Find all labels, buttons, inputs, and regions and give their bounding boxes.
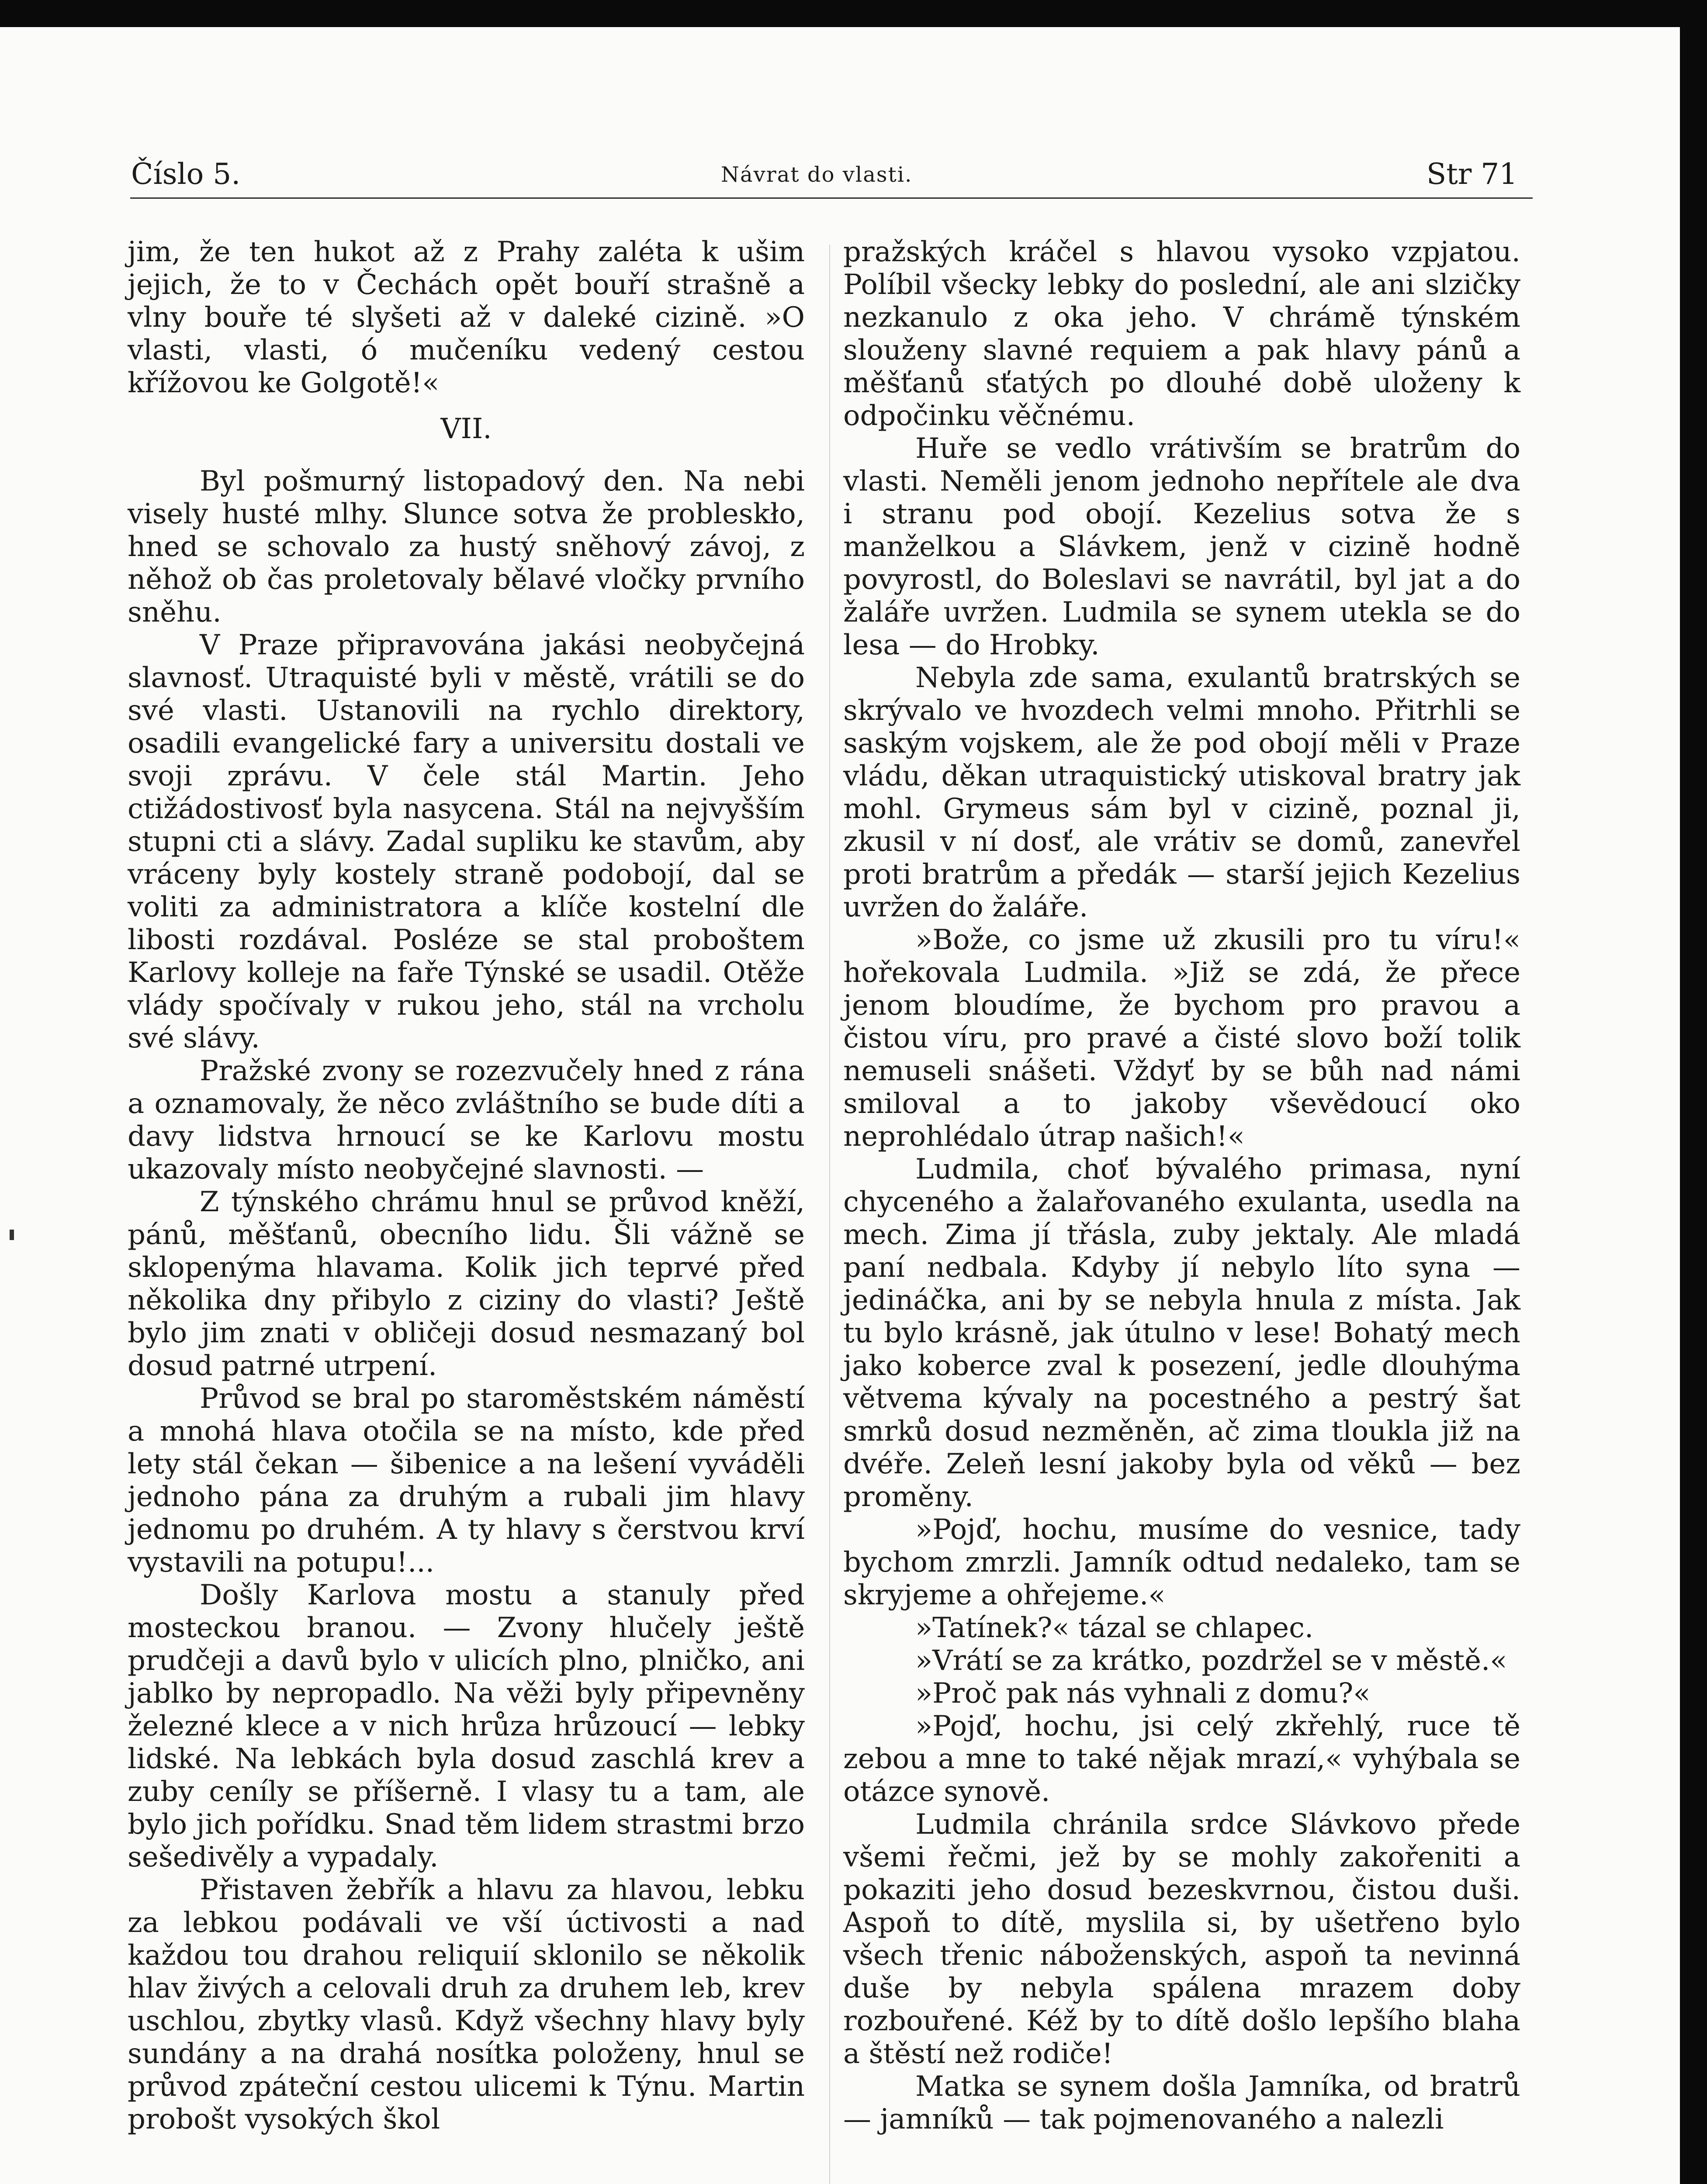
paragraph: »Bože, co jsme už zkusili pro tu víru!« hořekovala Ludmila. »Již se zdá, že přece jenom bloudíme, že bychom pro pravou a čistou víru, pro pravé a čisté slovo boží tolik nemuseli snášeti. Vždyť by se bůh nad námi smiloval a to jakoby vševědoucí oko neprohlédalo útrap našich!« bbox=[843, 924, 1520, 1153]
paragraph: »Vrátí se za krátko, pozdržel se v městě.« bbox=[915, 1645, 1507, 1677]
header-rule bbox=[130, 197, 1533, 199]
column-divider bbox=[829, 245, 830, 2184]
paragraph: »Proč pak nás vyhnali z domu?« bbox=[915, 1677, 1371, 1710]
paragraph: »Pojď, hochu, jsi celý zkřehlý, ruce tě zebou a mne to také nějak mrazí,« vyhýbala se otázce synově. bbox=[843, 1710, 1520, 1808]
left-column bbox=[128, 236, 805, 2136]
scan-border-right bbox=[1680, 0, 1707, 2184]
right-column bbox=[843, 236, 1520, 2136]
paragraph: »Pojď, hochu, musíme do vesnice, tady bychom zmrzli. Jamník odtud nedaleko, tam se skryjeme a ohřejeme.« bbox=[843, 1514, 1520, 1611]
paragraph: Byl pošmurný listopadový den. Na nebi visely husté mlhy. Slunce sotva že probleskło, hned se schovalo za hustý sněhový závoj, z něhož ob čas proletovaly bělavé vločky prvního sněhu. bbox=[128, 465, 805, 629]
paragraph: Pražské zvony se rozezvučely hned z rána a oznamovaly, že něco zvláštního se bude díti a davy lidstva hrnoucí se ke Karlovu mostu ukazovaly místo neobyčejné slavnosti. — bbox=[128, 1055, 805, 1185]
paragraph: Průvod se bral po staroměstském náměstí a mnohá hlava otočila se na místo, kde před lety stál čekan — šibenice a na lešení vyváděli jednoho pána za druhým a rubali jim hlavy jednomu po druhém. A ty hlavy s čerstvou krví vystavili na potupu!... bbox=[128, 1382, 805, 1579]
paragraph: Z týnského chrámu hnul se průvod kněží, pánů, měšťanů, obecního lidu. Šli vážně se sklopenýma hlavama. Kolik jich teprvé před několika dny přibylo z ciziny do vlasti? Ještě bylo jim znati v obličeji dosud nesmazaný bol dosud patrné utrpení. bbox=[128, 1186, 805, 1382]
issue-number: Číslo 5. bbox=[131, 157, 241, 191]
margin-mark bbox=[10, 1230, 14, 1240]
paragraph: V Praze připravována jakási neobyčejná slavnosť. Utraquisté byli v městě, vrátili se do své vlasti. Ustanovili na rychlo direktory, osadili evangelické fary a universitu dostali ve svoji zprávu. V čele stál Martin. Jeho ctižádostivosť byla nasycena. Stál na nejvyšším stupni cti a slávy. Zadal supliku ke stavům, aby vráceny byly kostely straně podobojí, dal se voliti za administratora a klíče kostelní dle libosti rozdával. Posléze se stal proboštem Karlovy kolleje na faře Týnské se usadil. Otěže vlády spočívaly v rukou jeho, stál na vrcholu své slávy. bbox=[128, 629, 805, 1054]
running-title: Návrat do vlasti. bbox=[721, 162, 913, 187]
paragraph: Ludmila, choť bývalého primasa, nyní chyceného a žalařovaného exulanta, usedla na mech. Zima jí třásla, zuby jektaly. Ale mladá paní nedbala. Kdyby jí nebylo líto syna — jedináčka, ani by se nebyla hnula z místa. Jak tu bylo krásně, jak útulno v lese! Bohatý mech jako koberce zval k posezení, jedle dlouhýma větvema kývaly na pocestného a pestrý šat smrků dosud nezměněn, ač zima tloukla již na dvéře. Zeleň lesní jakoby byla od věků — bez proměny. bbox=[843, 1153, 1520, 1513]
paragraph: Matka se synem došla Jamníka, od bratrů — jamníků — tak pojmenovaného a nalezli bbox=[843, 2070, 1520, 2136]
paragraph: jim, že ten hukot až z Prahy zaléta k ušim jejich, že to v Čechách opět bouří strašně a vlny bouře té slyšeti až v daleké cizině. »O vlasti, vlasti, ó mučeníku vedený cestou křížovou ke Golgotě!« bbox=[128, 236, 805, 399]
page-number: Str 71 bbox=[1427, 157, 1518, 191]
paragraph: Nebyla zde sama, exulantů bratrských se skrývalo ve hvozdech velmi mnoho. Přitrhli se saským vojskem, ale že pod obojí měli v Praze vládu, děkan utraquistický utiskoval bratry jak mohl. Grymeus sám byl v cizině, poznal ji, zkusil v ní dosť, ale vrátiv se domů, zanevřel proti bratrům a předák — starší jejich Kezelius uvržen do žaláře. bbox=[843, 662, 1520, 923]
chapter-heading: VII. bbox=[440, 413, 492, 445]
paragraph: Došly Karlova mostu a stanuly před mosteckou branou. — Zvony hlučely ještě prudčeji a davů bylo v ulicích plno, plničko, ani jablko by nepropadlo. Na věži byly připevněny železné klece a v nich hrůza hrůzoucí — lebky lidské. Na lebkách byla dosud zaschlá krev a zuby ceníly se příšerně. I vlasy tu a tam, ale bylo jich pořídku. Snad těm lidem strastmi brzo sešedivěly a vypadaly. bbox=[128, 1579, 805, 1873]
paragraph: Huře se vedlo vrátivším se bratrům do vlasti. Neměli jenom jednoho nepřítele ale dva i stranu pod obojí. Kezelius sotva že s manželkou a Slávkem, jenž v cizině hodně povyrostl, do Boleslavi se navrátil, byl jat a do žaláře uvržen. Ludmila se synem utekla se do lesa — do Hrobky. bbox=[843, 432, 1520, 661]
paragraph: pražských kráčel s hlavou vysoko vzpjatou. Políbil všecky lebky do poslední, ale ani slzičky nezkanulo z oka jeho. V chrámě týnském slouženy slavné requiem a pak hlavy pánů a měšťanů sťatých po dlouhé době uloženy k odpočinku věčnému. bbox=[843, 236, 1520, 432]
paragraph: Ludmila chránila srdce Slávkovo přede všemi řečmi, jež by se mohly zakořeniti a pokaziti jeho dosud bezeskvrnou, čistou duši. Aspoň to dítě, myslila si, by ušetřeno bylo všech třenic náboženských, aspoň ta nevinná duše by nebyla spálena mrazem doby rozbouřené. Kéž by to dítě došlo lepšího blaha a štěstí než rodiče! bbox=[843, 1808, 1520, 2070]
scan-border-top bbox=[0, 0, 1707, 27]
paragraph: »Tatínek?« tázal se chlapec. bbox=[915, 1612, 1314, 1644]
paragraph: Přistaven žebřík a hlavu za hlavou, lebku za lebkou podávali ve vší úctivosti a nad každou tou drahou reliquií sklonilo se několik hlav živých a celovali druh za druhem leb, krev uschlou, zbytky vlasů. Když všechny hlavy byly sundány a na drahá nosítka položeny, hnul se průvod zpáteční cestou ulicemi k Týnu. Martin probošt vysokých škol bbox=[128, 1874, 805, 2136]
